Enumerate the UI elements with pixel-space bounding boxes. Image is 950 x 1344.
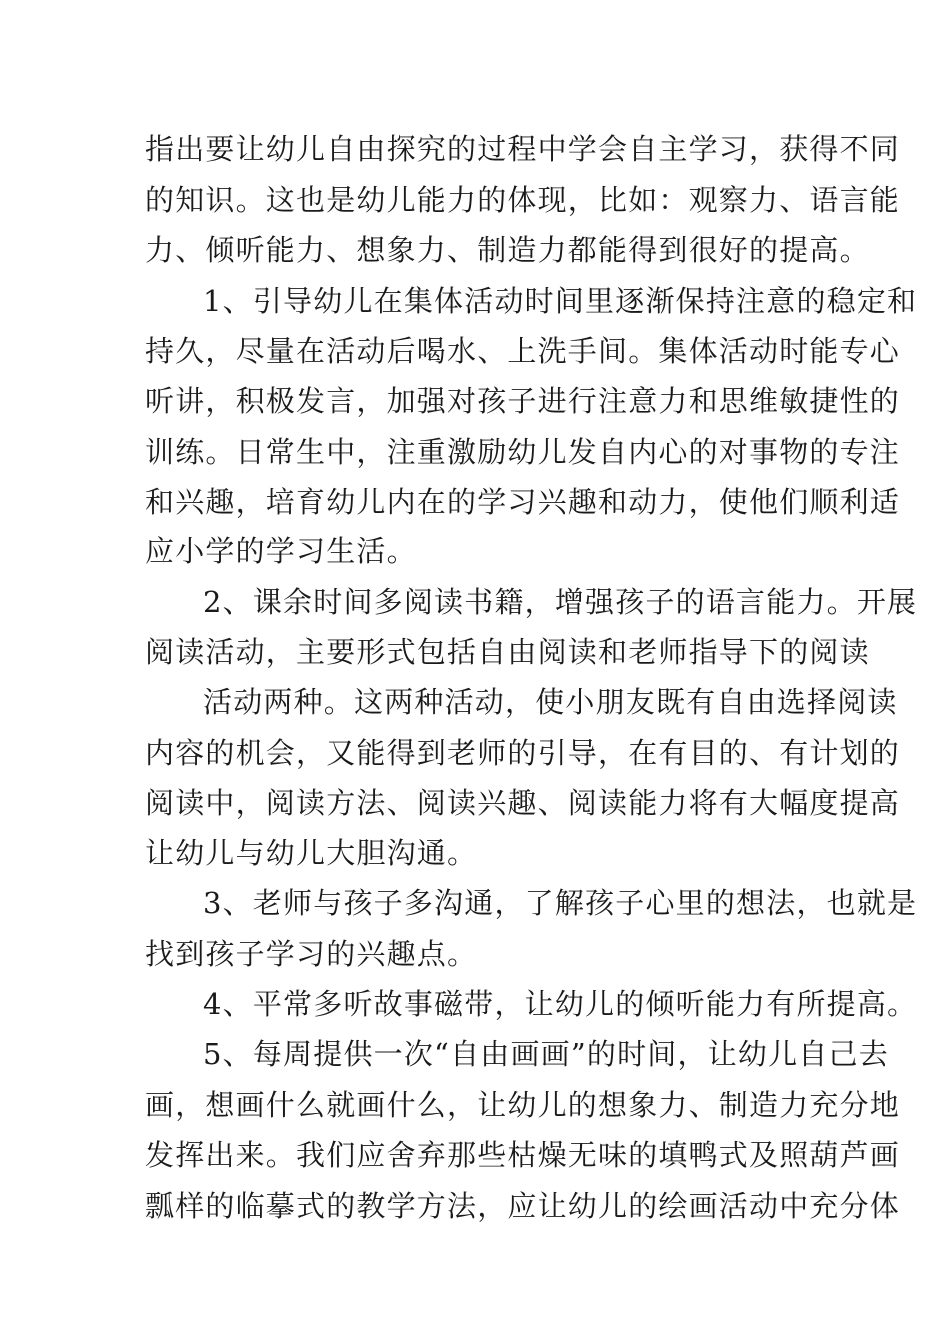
paragraph-line: 内容的机会，又能得到老师的引导，在有目的、有计划的 [145, 736, 901, 770]
paragraph-line: 力、倾听能力、想象力、制造力都能得到很好的提高。 [145, 233, 870, 267]
paragraph-line: 持久，尽量在活动后喝水、上洗手间。集体活动时能专心 [145, 334, 901, 368]
paragraph-line: 阅读中，阅读方法、阅读兴趣、阅读能力将有大幅度提高 [145, 786, 901, 820]
paragraph-line: 指出要让幼儿自由探究的过程中学会自主学习，获得不同 [145, 132, 901, 166]
paragraph-line: 1、引导幼儿在集体活动时间里逐渐保持注意的稳定和 [203, 284, 918, 318]
paragraph-line: 的知识。这也是幼儿能力的体现，比如：观察力、语言能 [145, 183, 901, 217]
paragraph-line: 画，想画什么就画什么，让幼儿的想象力、制造力充分地 [145, 1088, 901, 1122]
paragraph-line: 应小学的学习生活。 [145, 534, 417, 568]
paragraph-line: 听讲，积极发言，加强对孩子进行注意力和思维敏捷性的 [145, 384, 901, 418]
paragraph-line: 2、课余时间多阅读书籍，增强孩子的语言能力。开展 [203, 585, 918, 619]
paragraph-line: 阅读活动，主要形式包括自由阅读和老师指导下的阅读 [145, 635, 870, 669]
paragraph-line: 发挥出来。我们应舍弃那些枯燥无味的填鸭式及照葫芦画 [145, 1138, 901, 1172]
paragraph-line: 让幼儿与幼儿大胆沟通。 [145, 836, 478, 870]
paragraph-line: 4、平常多听故事磁带，让幼儿的倾听能力有所提高。 [203, 987, 918, 1021]
paragraph-line: 3、老师与孩子多沟通，了解孩子心里的想法，也就是 [203, 886, 918, 920]
paragraph-line: 瓢样的临摹式的教学方法，应让幼儿的绘画活动中充分体 [145, 1189, 901, 1223]
paragraph-line: 和兴趣，培育幼儿内在的学习兴趣和动力，使他们顺利适 [145, 485, 901, 519]
paragraph-line: 训练。日常生中，注重激励幼儿发自内心的对事物的专注 [145, 435, 901, 469]
paragraph-line: 找到孩子学习的兴趣点。 [145, 937, 478, 971]
paragraph-line: 活动两种。这两种活动，使小朋友既有自由选择阅读 [203, 685, 898, 719]
paragraph-line: 5、每周提供一次“自由画画”的时间，让幼儿自己去 [203, 1037, 889, 1071]
